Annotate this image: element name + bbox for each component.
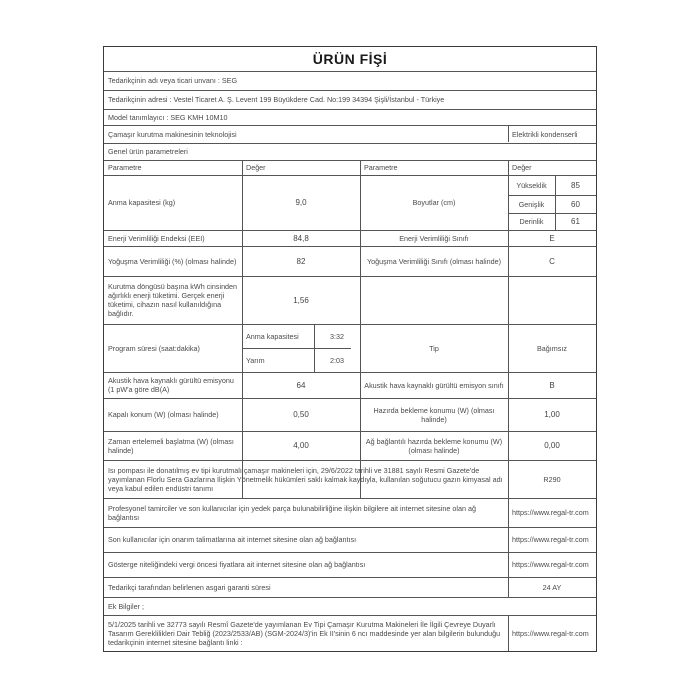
param-header-right: Parametre xyxy=(364,163,398,172)
energy-per-cycle-label: Kurutma döngüsü başına kWh cinsinden ağırlıklı enerji tüketimi. Gerçek enerji tüketimi, cihazın nasıl kullanıldığına bağlıdır. xyxy=(108,282,238,318)
general-params-heading: Genel ürün parametreleri xyxy=(108,147,188,156)
program-duration-label: Program süresi (saat:dakika) xyxy=(108,343,200,353)
condensation-class-label: Yoğuşma Verimliliği Sınıfı (olması halinde) xyxy=(367,256,501,266)
supplier-name: Tedarikçinin adı veya ticari unvanı : SEG xyxy=(108,76,238,85)
product-info-sheet xyxy=(103,46,597,652)
page-title: ÜRÜN FİŞİ xyxy=(312,50,388,67)
type-value: Bağımsız xyxy=(537,343,567,353)
program-full-value: 3:32 xyxy=(330,331,344,341)
technology-label: Çamaşır kurutma makinesinin teknolojisi xyxy=(108,129,237,139)
technology-value: Elektrikli kondenserli xyxy=(512,129,578,139)
repair-manual-link[interactable]: https://www.regal-tr.com xyxy=(512,535,589,544)
regulation-link[interactable]: https://www.regal-tr.com xyxy=(512,628,589,638)
dimensions-label: Boyutlar (cm) xyxy=(412,198,456,207)
rated-capacity-label: Anma kapasitesi (kg) xyxy=(108,198,176,207)
off-mode-label: Kapalı konum (W) (olması halinde) xyxy=(108,410,219,419)
refrigerant-text: Isı pompası ile donatılmış ev tipi kurutmalı çamaşır makineleri için, 29/6/2022 tarihli ve 31881 sayılı Resmi Gazete'de yayımlanan Florlu Sera Gazlarına İlişkin Yönetmelik hükümleri saklı kalmak kaydıyla, kullanılan soğutucu gazın kimyasal adı veya kabul edilen endüstri tanımı xyxy=(108,465,503,493)
condensation-efficiency-label: Yoğuşma Verimliliği (%) (olması halinde) xyxy=(108,256,237,266)
additional-info-heading: Ek Bilgiler ; xyxy=(108,601,144,611)
off-mode-value: 0,50 xyxy=(293,410,309,419)
network-standby-label: Ağ bağlantılı hazırda bekleme konumu (W) (olması halinde) xyxy=(365,436,503,455)
spare-parts-link[interactable]: https://www.regal-tr.com xyxy=(512,508,589,517)
price-info-text: Gösterge niteliğindeki vergi öncesi fiyatlara ait internet sitesine olan ağ bağlantısı xyxy=(108,560,366,569)
delay-start-value: 4,00 xyxy=(293,441,309,450)
regulation-text: 5/1/2025 tarihli ve 32773 sayılı Resmî Gazete'de yayımlanan Ev Tipi Çamaşır Kurutma Makineleri İle İlgili Çevreye Duyarlı Tasarım Gereklilikleri Dair Tebliğ (2023/2533/AB) (SGM-2024/3)'in Ek II'sinin 6 ncı maddesinde yer alan bilgilerin bulunduğu tedarikçinin internet sitesine bağlantı linki : xyxy=(108,619,501,647)
eei-value: 84,8 xyxy=(293,233,309,243)
condensation-efficiency-value: 82 xyxy=(296,256,306,266)
width-label: Genişlik xyxy=(518,199,545,209)
energy-per-cycle-value: 1,56 xyxy=(293,295,309,305)
noise-class-label: Akustik hava kaynaklı gürültü emisyon sınıfı xyxy=(364,380,504,390)
price-info-link[interactable]: https://www.regal-tr.com xyxy=(512,560,589,569)
height-value: 85 xyxy=(571,180,580,190)
noise-label: Akustik hava kaynaklı gürültü emisyonu (1 pW'a göre dB(A) xyxy=(108,376,234,394)
standby-value: 1,00 xyxy=(544,410,560,419)
program-half-value: 2:03 xyxy=(330,355,344,365)
type-label: Tip xyxy=(429,343,439,353)
eei-label: Enerji Verimliliği Endeksi (EEI) xyxy=(108,233,205,243)
energy-class-label: Enerji Verimliliği Sınıfı xyxy=(399,233,469,243)
warranty-text: Tedarikçi tarafından belirlenen asgari garanti süresi xyxy=(108,582,271,592)
standby-label: Hazırda bekleme konumu (W) (olması halinde) xyxy=(373,405,495,424)
value-header-right: Değer xyxy=(512,163,532,172)
model-identifier: Model tanımlayıcı : SEG KMH 10M10 xyxy=(108,112,228,122)
value-header-left: Değer xyxy=(246,163,266,172)
refrigerant-value: R290 xyxy=(543,474,561,484)
param-header-left: Parametre xyxy=(108,163,142,172)
energy-class-value: E xyxy=(549,233,555,243)
noise-class-value: B xyxy=(549,380,555,390)
height-label: Yükseklik xyxy=(516,180,547,190)
repair-manual-text: Son kullanıcılar için onarım talimatlarına ait internet sitesine olan ağ bağlantısı xyxy=(108,535,357,544)
network-standby-value: 0,00 xyxy=(544,441,560,450)
program-full-label: Anma kapasitesi xyxy=(246,331,299,341)
condensation-class-value: C xyxy=(549,256,555,266)
spare-parts-text: Profesyonel tamirciler ve son kullanıcılar için yedek parça bulunabilirliğine ilişkin bilgilere ait internet sitesine olan ağ bağlantısı xyxy=(108,503,476,522)
depth-value: 61 xyxy=(571,217,580,226)
program-half-label: Yarım xyxy=(246,355,265,365)
width-value: 60 xyxy=(571,199,580,209)
delay-start-label: Zaman ertelemeli başlatma (W) (olması halinde) xyxy=(108,436,234,455)
rated-capacity-value: 9,0 xyxy=(295,198,307,207)
warranty-value: 24 AY xyxy=(542,582,562,592)
noise-value: 64 xyxy=(296,380,306,390)
depth-label: Derinlik xyxy=(519,217,544,226)
supplier-address: Tedarikçinin adresi : Vestel Ticaret A. Ş. Levent 199 Büyükdere Cad. No:199 34394 Şişli/İstanbul - Türkiye xyxy=(108,95,445,104)
